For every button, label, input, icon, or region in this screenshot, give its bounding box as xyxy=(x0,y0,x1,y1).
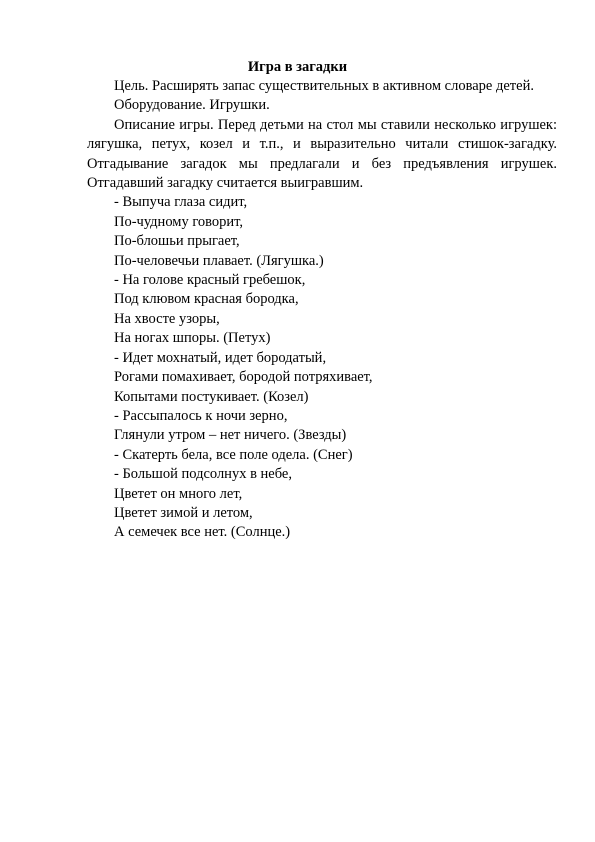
riddle-line: По-человечьи плавает. (Лягушка.) xyxy=(114,252,324,269)
riddle-line: На ногах шпоры. (Петух) xyxy=(114,330,271,347)
riddle-line: Цветет зимой и летом, xyxy=(114,504,253,521)
riddles-block xyxy=(87,193,557,542)
riddle-line: Рогами помахивает, бородой потряхивает, xyxy=(114,369,373,386)
riddle-line: По-чудному говорит, xyxy=(114,213,244,230)
riddle-line: - Скатерть бела, все поле одела. (Снег) xyxy=(114,446,353,463)
riddle-line: Цветет он много лет, xyxy=(114,485,243,502)
riddle-line: Копытами постукивает. (Козел) xyxy=(114,388,309,405)
riddle-line: - Идет мохнатый, идет бородатый, xyxy=(114,349,327,366)
description-paragraph: Описание игры. Перед детьми на стол мы ставили несколько игрушек: лягушка, петух, козел и т.п., и выразительно читали стишок-загадку. Отгадывание загадок мы предлагали и без предъявления игрушек. Отгадавший загадку считается выигравшим. xyxy=(87,116,557,192)
riddle-line: - Выпуча глаза сидит, xyxy=(114,194,248,211)
goal-paragraph: Цель. Расширять запас существительных в активном словаре детей. xyxy=(114,78,534,94)
document-body xyxy=(87,77,557,543)
riddle-line: На хвосте узоры, xyxy=(114,310,220,327)
riddle-line: Глянули утром – нет ничего. (Звезды) xyxy=(114,427,347,444)
document-title: Игра в загадки xyxy=(247,59,348,75)
riddle-line: Под клювом красная бородка, xyxy=(114,291,299,308)
riddle-line: - Большой подсолнух в небе, xyxy=(114,466,292,483)
riddle-line: А семечек все нет. (Солнце.) xyxy=(114,524,291,541)
riddle-line: - На голове красный гребешок, xyxy=(114,272,306,289)
equipment-paragraph: Оборудование. Игрушки. xyxy=(114,97,270,114)
riddle-line: По-блошьи прыгает, xyxy=(114,233,240,250)
riddle-line: - Рассыпалось к ночи зерно, xyxy=(114,407,288,424)
